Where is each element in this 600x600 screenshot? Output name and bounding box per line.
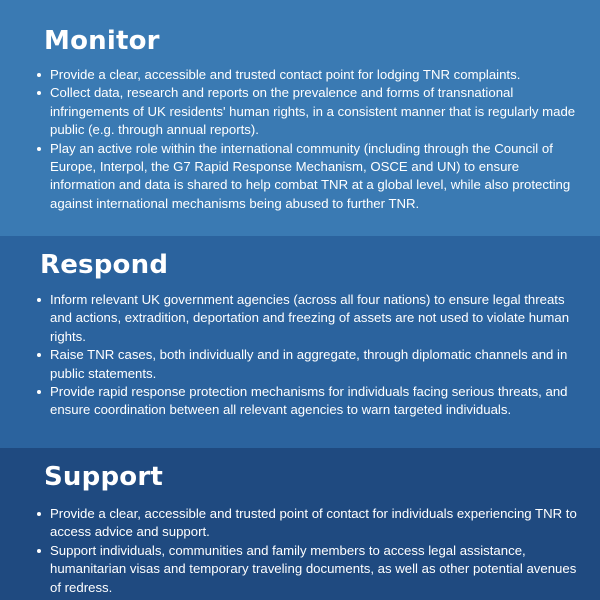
monitor-section [0, 0, 600, 236]
monitor-heading: Monitor [44, 26, 160, 56]
list-item: Inform relevant UK government agencies (across all four nations) to ensure legal threats and actions, extradition, deportation and freezing of assets are not used to violate human rights. [50, 291, 578, 346]
list-item: Support individuals, communities and family members to access legal assistance, humanitarian visas and temporary traveling documents, as well as other potential avenues of redress. [50, 542, 578, 597]
support-list [0, 505, 600, 597]
monitor-list [0, 66, 600, 213]
respond-heading: Respond [40, 250, 169, 280]
respond-section [0, 236, 600, 448]
list-item: Collect data, research and reports on the prevalence and forms of transnational infringements of UK residents' human rights, in a consistent manner that is regularly made public (e.g. through annual reports). [50, 84, 578, 139]
list-item: Provide a clear, accessible and trusted contact point for lodging TNR complaints. [50, 66, 578, 84]
list-item: Provide a clear, accessible and trusted point of contact for individuals experiencing TNR to access advice and support. [50, 505, 578, 542]
respond-list [0, 291, 600, 420]
support-heading: Support [44, 462, 163, 492]
support-section [0, 448, 600, 600]
list-item: Provide rapid response protection mechanisms for individuals facing serious threats, and ensure coordination between all relevant agencies to warn targeted individuals. [50, 383, 578, 420]
list-item: Raise TNR cases, both individually and in aggregate, through diplomatic channels and in public statements. [50, 346, 578, 383]
list-item: Play an active role within the international community (including through the Council of Europe, Interpol, the G7 Rapid Response Mechanism, OSCE and UN) to ensure information and data is shared to help combat TNR at a global level, while also protecting against international mechanisms being abused to further TNR. [50, 140, 578, 214]
